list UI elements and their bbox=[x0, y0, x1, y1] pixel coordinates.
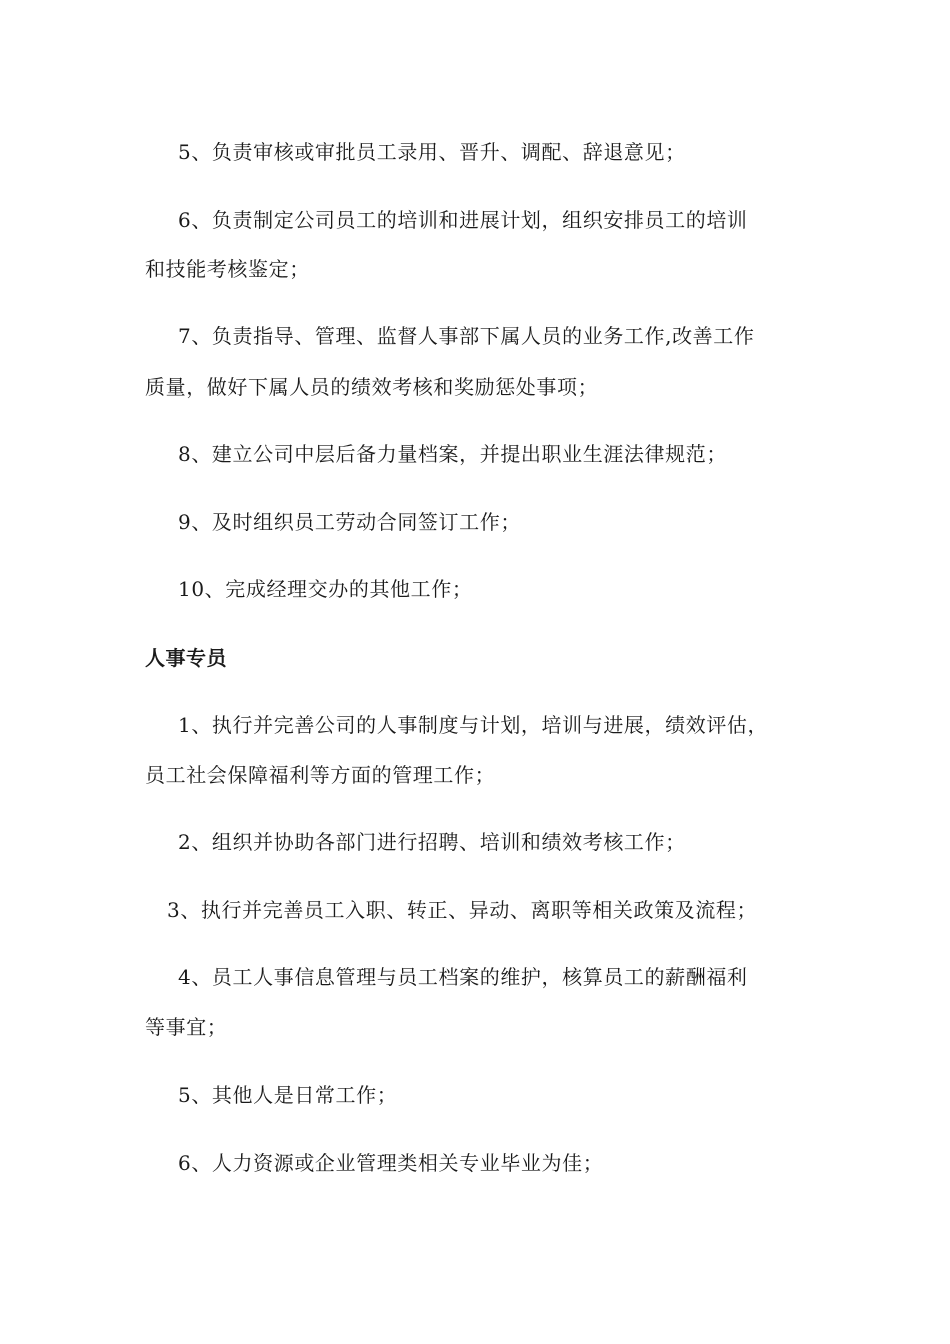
section-heading: 人事专员 bbox=[145, 646, 227, 670]
duty-item-8-line-1: 8、建立公司中层后备力量档案，并提出职业生涯法律规范； bbox=[178, 442, 727, 466]
specialist-item-4-line-1: 4、员工人事信息管理与员工档案的维护，核算员工的薪酬福利 bbox=[178, 965, 748, 989]
specialist-item-3-line-1: 3、执行并完善员工入职、转正、异动、离职等相关政策及流程； bbox=[167, 898, 758, 922]
specialist-item-4-line-2: 等事宜； bbox=[145, 1015, 228, 1039]
specialist-item-6-line-1: 6、人力资源或企业管理类相关专业毕业为佳； bbox=[178, 1151, 604, 1175]
duty-item-7-line-2: 质量，做好下属人员的绩效考核和奖励惩处事项； bbox=[145, 375, 599, 399]
specialist-item-1-line-2: 员工社会保障福利等方面的管理工作； bbox=[145, 763, 496, 787]
duty-item-6-line-2: 和技能考核鉴定； bbox=[145, 257, 310, 281]
specialist-item-2-line-1: 2、组织并协助各部门进行招聘、培训和绩效考核工作； bbox=[178, 830, 686, 854]
duty-item-9-line-1: 9、及时组织员工劳动合同签订工作； bbox=[178, 510, 521, 534]
specialist-item-5-line-1: 5、其他人是日常工作； bbox=[178, 1083, 398, 1107]
duty-item-7-line-1: 7、负责指导、管理、监督人事部下属人员的业务工作,改善工作 bbox=[178, 324, 755, 348]
duty-item-5-line-1: 5、负责审核或审批员工录用、晋升、调配、辞退意见； bbox=[178, 140, 686, 164]
specialist-item-1-line-1: 1、执行并完善公司的人事制度与计划，培训与进展，绩效评估， bbox=[178, 713, 769, 737]
duty-item-6-line-1: 6、负责制定公司员工的培训和进展计划，组织安排员工的培训 bbox=[178, 208, 748, 232]
duty-item-10-line-1: 10、完成经理交办的其他工作； bbox=[178, 577, 473, 601]
